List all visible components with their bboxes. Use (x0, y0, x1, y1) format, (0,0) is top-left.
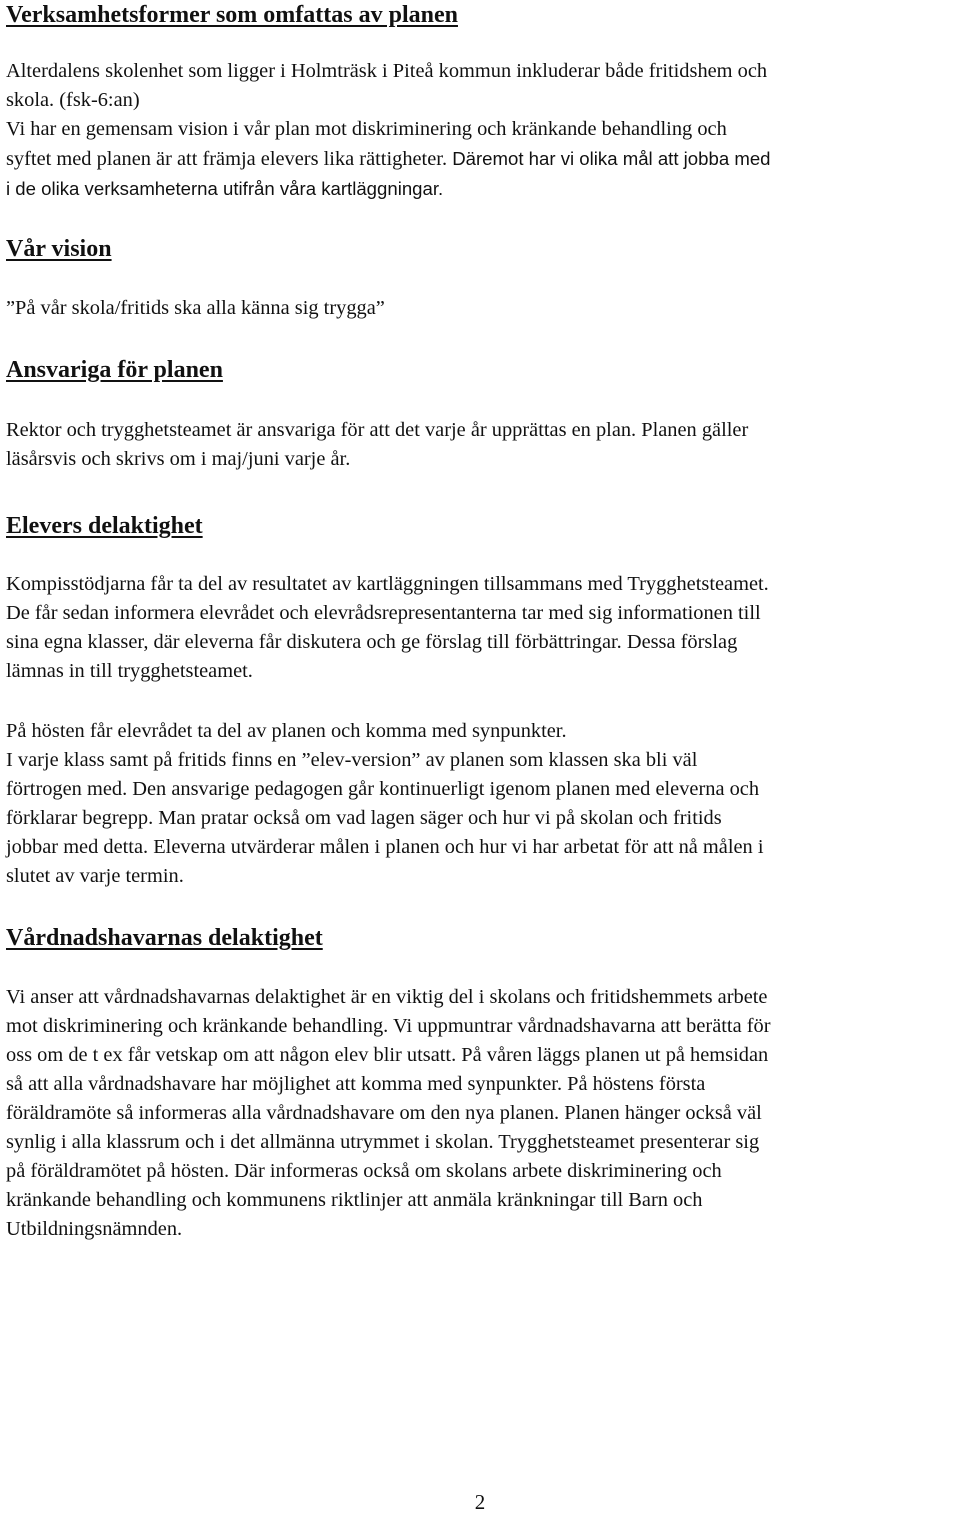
text-line: i de olika verksamheterna utifrån våra kartläggningar. (6, 178, 444, 199)
text-line: De får sedan informera elevrådet och elevrådsrepresentanterna tar med sig informationen till (6, 602, 761, 624)
vision-quote: ”På vår skola/fritids ska alla känna sig trygga” (6, 297, 385, 319)
text-line: synlig i alla klassrum och i det allmänna utrymmet i skolan. Trygghetsteamet presenterar sig (6, 1131, 760, 1153)
text-line: föräldramöte så informeras alla vårdnadshavare om den nya planen. Planen hänger också väl (6, 1102, 762, 1124)
text-line: På hösten får elevrådet ta del av planen och komma med synpunkter. (6, 720, 567, 742)
paragraph-elever-2 (6, 717, 952, 891)
text-line: läsårsvis och skrivs om i maj/juni varje år. (6, 448, 351, 470)
text-line: Vi anser att vårdnadshavarnas delaktighet är en viktig del i skolans och fritidshemmets arbete (6, 986, 768, 1008)
text-line: lämnas in till trygghetsteamet. (6, 660, 253, 682)
page-number: 2 (474, 1490, 486, 1514)
text-line: slutet av varje termin. (6, 865, 184, 887)
heading-var-vision: Vår vision (6, 236, 112, 262)
paragraph-ansvariga (6, 416, 952, 474)
text-line: kränkande behandling och kommunens riktlinjer att anmäla kränkningar till Barn och (6, 1189, 703, 1211)
text-line: förtrogen med. Den ansvarige pedagogen går kontinuerligt igenom planen med eleverna och (6, 778, 760, 800)
text-line: I varje klass samt på fritids finns en ”elev-version” av planen som klassen ska bli väl (6, 749, 698, 771)
text-line: Rektor och trygghetsteamet är ansvariga för att det varje år upprättas en plan. Planen gäller (6, 419, 749, 441)
heading-ansvariga: Ansvariga för planen (6, 357, 223, 383)
text-line (6, 144, 952, 174)
paragraph-verksamhet (6, 57, 952, 203)
heading-vardnadshavarnas-delaktighet: Vårdnadshavarnas delaktighet (6, 925, 323, 951)
text-span: Däremot har vi olika mål att jobba med (447, 148, 771, 169)
text-span: syftet med planen är att främja elevers lika rättigheter. (6, 148, 448, 170)
paragraph-elever-1 (6, 570, 952, 686)
text-line: så att alla vårdnadshavare har möjlighet att komma med synpunkter. På höstens första (6, 1073, 706, 1095)
text-line: Alterdalens skolenhet som ligger i Holmträsk i Piteå kommun inkluderar både fritidshem och (6, 60, 768, 82)
text-line: oss om de t ex får vetskap om att någon elev blir utsatt. På våren läggs planen ut på hemsidan (6, 1044, 769, 1066)
text-line: mot diskriminering och kränkande behandling. Vi uppmuntrar vårdnadshavarna att berätta för (6, 1015, 771, 1037)
text-line: Kompisstödjarna får ta del av resultatet av kartläggningen tillsammans med Trygghetsteamet. (6, 573, 769, 595)
text-line: förklarar begrepp. Man pratar också om vad lagen säger och hur vi på skolan och fritids (6, 807, 722, 829)
text-line: Utbildningsnämnden. (6, 1218, 183, 1240)
paragraph-vardnad (6, 983, 952, 1244)
heading-elevers-delaktighet: Elevers delaktighet (6, 513, 203, 539)
text-line: jobbar med detta. Eleverna utvärderar målen i planen och hur vi har arbetat för att nå målen i (6, 836, 764, 858)
text-line: skola. (fsk-6:an) (6, 89, 140, 111)
text-line: Vi har en gemensam vision i vår plan mot diskriminering och kränkande behandling och (6, 118, 727, 140)
text-line: sina egna klasser, där eleverna får diskutera och ge förslag till förbättringar. Dessa förslag (6, 631, 738, 653)
heading-verksamhetsformer: Verksamhetsformer som omfattas av planen (6, 2, 458, 28)
text-line: på föräldramötet på hösten. Där informeras också om skolans arbete diskriminering och (6, 1160, 722, 1182)
